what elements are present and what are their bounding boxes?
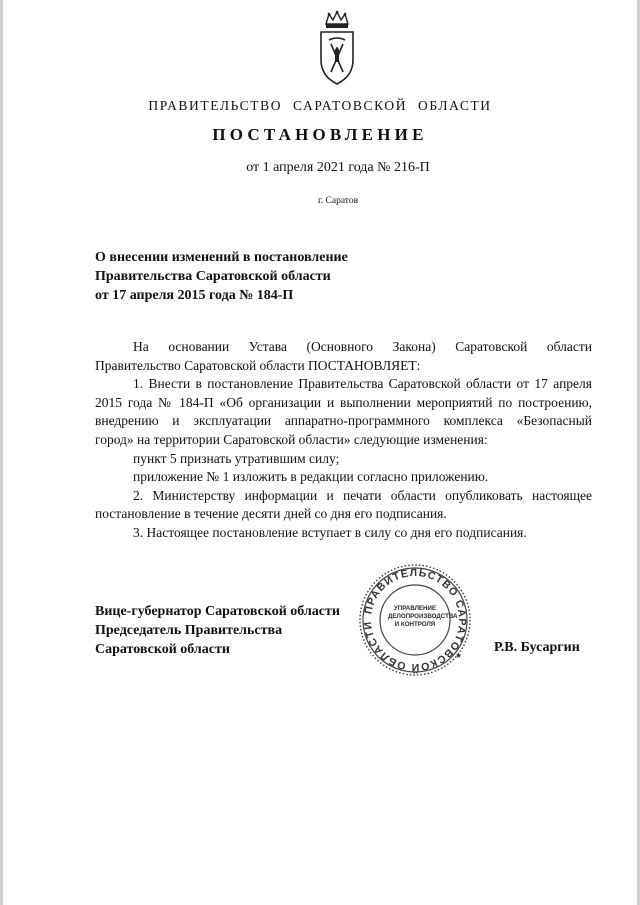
- signatory-title: [95, 602, 340, 659]
- subject-line: Правительства Саратовской области: [95, 269, 331, 284]
- subject-line: от 17 апреля 2015 года № 184-П: [95, 288, 294, 303]
- body-line: 2015 года № 184-П «Об организации и выполнении мероприятий по построению,: [95, 394, 592, 410]
- signer-name: Р.В. Бусаргин: [494, 640, 580, 655]
- document-subject: [95, 248, 348, 305]
- stamp-center-text: [388, 605, 458, 629]
- stamp-center-line: И КОНТРОЛЯ: [394, 621, 436, 628]
- body-line: постановление в течение десяти дней со дня его подписания.: [95, 506, 447, 522]
- body-line: 1. Внести в постановление Правительства Саратовской области от 17 апреля: [133, 376, 592, 392]
- stamp-ring-text: ПРАВИТЕЛЬСТВО САРАТОВСКОЙ ОБЛАСТИ: [361, 566, 469, 674]
- document-body: [95, 338, 592, 543]
- signatory-line: Вице-губернатор Саратовской области: [95, 604, 340, 619]
- subject-line: О внесении изменений в постановление: [95, 250, 348, 265]
- date-and-number: от 1 апреля 2021 года № 216-П: [246, 160, 430, 175]
- stamp-center-line: ДЕЛОПРОИЗВОДСТВА: [388, 613, 458, 620]
- signatory-line: Саратовской области: [95, 642, 230, 657]
- body-line: На основании Устава (Основного Закона) Саратовской области: [133, 339, 592, 354]
- coat-of-arms-icon: [317, 10, 357, 86]
- body-line: пункт 5 признать утратившим силу;: [133, 450, 340, 466]
- government-name: ПРАВИТЕЛЬСТВО САРАТОВСКОЙ ОБЛАСТИ: [148, 98, 492, 113]
- body-line: 3. Настоящее постановление вступает в силу со дня его подписания.: [133, 524, 527, 540]
- body-line: 2. Министерству информации и печати области опубликовать настоящее: [133, 487, 592, 503]
- body-line: внедрению и эксплуатации аппаратно-программного комплекса «Безопасный: [95, 413, 592, 429]
- signatory-line: Председатель Правительства: [95, 623, 283, 638]
- document-type: ПОСТАНОВЛЕНИЕ: [212, 125, 428, 144]
- body-line: город» на территории Саратовской области» следующие изменения:: [95, 431, 488, 447]
- body-line: приложение № 1 изложить в редакции согласно приложению.: [133, 469, 489, 485]
- star-icon: ★: [455, 651, 463, 660]
- city: г. Саратов: [317, 196, 359, 206]
- stamp-center-line: УПРАВЛЕНИЕ: [393, 605, 437, 612]
- body-line: Правительство Саратовской области ПОСТАНОВЛЯЕТ:: [95, 357, 421, 373]
